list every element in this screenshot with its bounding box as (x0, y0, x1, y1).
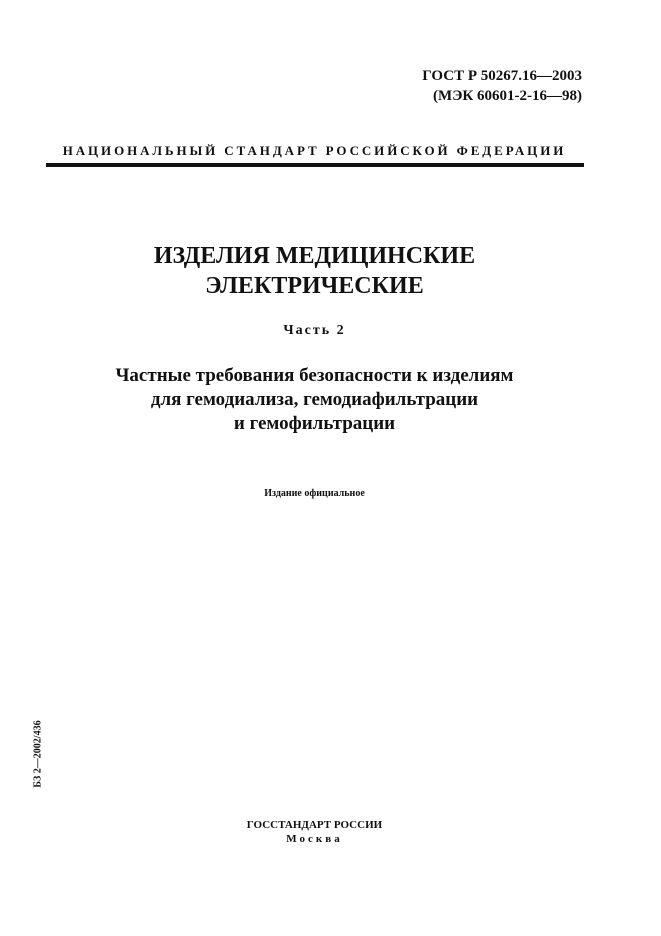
header-divider (46, 163, 584, 167)
subtitle-line-1: Частные требования безопасности к изделиям (115, 365, 514, 386)
title-line-1: ИЗДЕЛИЯ МЕДИЦИНСКИЕ (153, 243, 476, 269)
publisher-city: Москва (286, 833, 343, 845)
national-standard-heading: НАЦИОНАЛЬНЫЙ СТАНДАРТ РОССИЙСКОЙ ФЕДЕРАЦИИ (62, 143, 567, 158)
publisher-name: ГОССТАНДАРТ РОССИИ (246, 819, 383, 831)
publisher-block (0, 818, 629, 846)
document-subtitle (0, 364, 629, 436)
title-line-2: ЭЛЕКТРИЧЕСКИЕ (205, 273, 424, 299)
subtitle-line-3: и гемофильтрации (233, 413, 396, 434)
side-registration-code: БЗ 2—2002/436 (32, 720, 44, 788)
standard-number: ГОСТ Р 50267.16—2003 (422, 68, 582, 84)
standard-designation (422, 66, 582, 106)
document-title (0, 241, 629, 301)
iec-reference: (МЭК 60601-2-16—98) (433, 88, 582, 104)
part-number: Часть 2 (283, 323, 346, 338)
edition-label: Издание официальное (264, 488, 365, 499)
subtitle-line-2: для гемодиализа, гемодиафильтрации (150, 389, 479, 410)
